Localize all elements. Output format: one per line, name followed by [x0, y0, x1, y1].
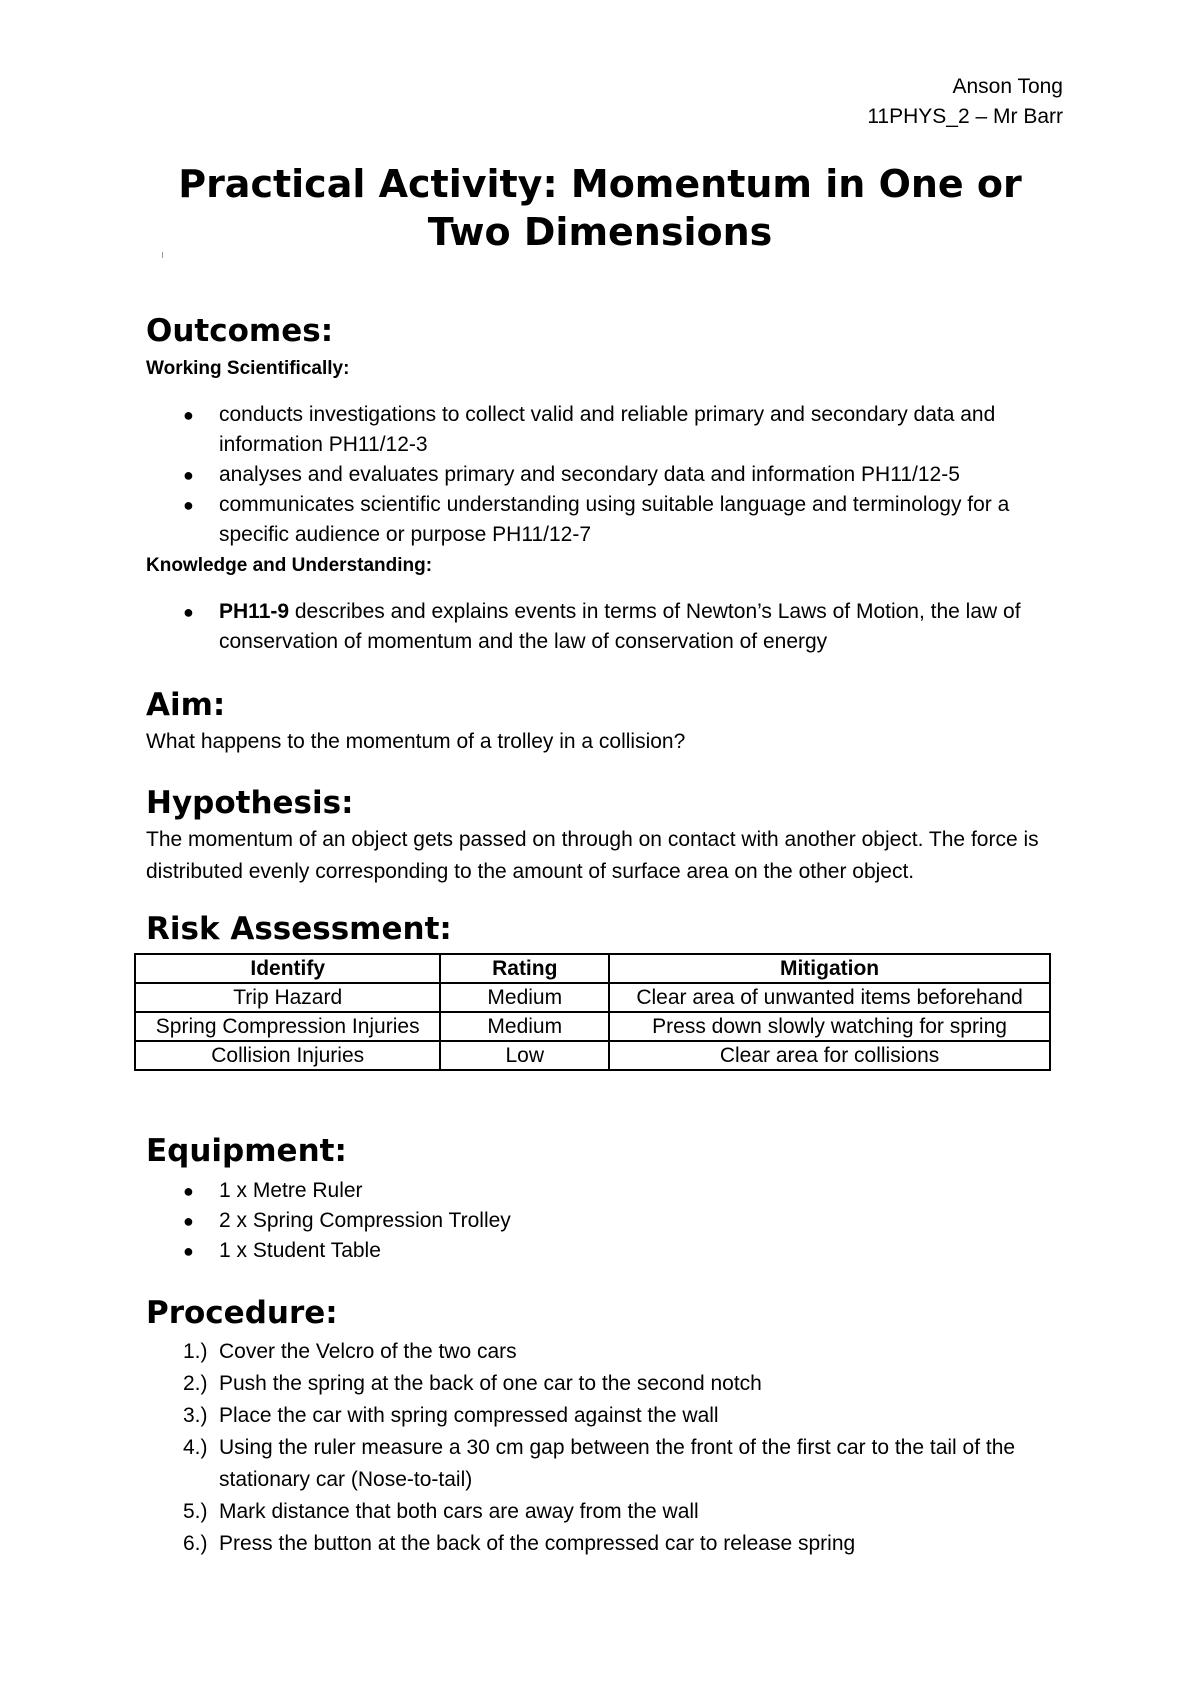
title-line-1: Practical Activity: Momentum in One or	[178, 162, 1022, 206]
list-item: ● 2 x Spring Compression Trolley	[146, 1206, 1076, 1236]
equipment-heading: Equipment:	[146, 1133, 347, 1169]
table-cell: Press down slowly watching for spring	[609, 1012, 1050, 1041]
table-row	[135, 983, 1050, 1012]
list-item: ● analyses and evaluates primary and secondary data and information PH11/12-5	[146, 460, 1076, 490]
procedure-step: 3.) Place the car with spring compressed against the wall	[146, 1400, 1076, 1432]
bullet-icon: ●	[183, 1241, 194, 1261]
table-header-row	[135, 954, 1050, 983]
procedure-step: 4.) Using the ruler measure a 30 cm gap between the front of the first car to the tail of the stationary car (Nose-to-tail)	[146, 1432, 1076, 1496]
table-cell: Clear area for collisions	[609, 1041, 1050, 1070]
table-row	[135, 1041, 1050, 1070]
bullet-icon: ●	[183, 405, 194, 425]
hypothesis-heading: Hypothesis:	[146, 785, 354, 821]
outcome-code: PH11-9	[219, 600, 290, 623]
stray-mark	[162, 252, 163, 258]
procedure-heading: Procedure:	[146, 1295, 338, 1331]
outcomes-heading: Outcomes:	[146, 313, 334, 349]
bullet-icon: ●	[183, 495, 194, 515]
column-header: Identify	[135, 954, 440, 983]
page-title	[90, 160, 1110, 256]
list-item: ● 1 x Metre Ruler	[146, 1176, 1076, 1206]
column-header: Mitigation	[609, 954, 1050, 983]
list-item: ● conducts investigations to collect valid and reliable primary and secondary data and information PH11/12-3	[146, 400, 1076, 460]
bullet-icon: ●	[183, 1181, 194, 1201]
risk-table	[134, 953, 1051, 1071]
table-cell: Clear area of unwanted items beforehand	[609, 983, 1050, 1012]
list-item: ● communicates scientific understanding using suitable language and terminology for a specific audience or purpose PH11/12-7	[146, 490, 1076, 550]
working-scientifically-list	[146, 400, 1076, 550]
title-line-2: Two Dimensions	[427, 210, 773, 254]
table-cell: Low	[440, 1041, 609, 1070]
class-info: 11PHYS_2 – Mr Barr	[867, 105, 1063, 128]
procedure-step: 5.) Mark distance that both cars are away from the wall	[146, 1496, 1076, 1528]
risk-heading: Risk Assessment:	[146, 911, 452, 947]
table-cell: Trip Hazard	[135, 983, 440, 1012]
table-cell: Medium	[440, 983, 609, 1012]
table-cell: Medium	[440, 1012, 609, 1041]
bullet-icon: ●	[183, 602, 194, 622]
procedure-step: 1.) Cover the Velcro of the two cars	[146, 1336, 1076, 1368]
procedure-step: 6.) Press the button at the back of the compressed car to release spring	[146, 1528, 1076, 1560]
equipment-list	[146, 1176, 1076, 1266]
working-scientifically-heading: Working Scientifically:	[146, 358, 350, 379]
aim-heading: Aim:	[146, 687, 226, 723]
knowledge-list	[146, 597, 1076, 657]
bullet-icon: ●	[183, 1211, 194, 1231]
list-item: ● 1 x Student Table	[146, 1236, 1076, 1266]
step-number: 6.)	[183, 1532, 208, 1555]
knowledge-heading: Knowledge and Understanding:	[146, 555, 433, 576]
aim-text: What happens to the momentum of a trolley in a collision?	[146, 730, 686, 753]
column-header: Rating	[440, 954, 609, 983]
step-number: 3.)	[183, 1404, 208, 1427]
hypothesis-text: The momentum of an object gets passed on through on contact with another object. The force is distributed evenly corresponding to the amount of surface area on the other object.	[146, 828, 1039, 883]
list-item: ● PH11-9 describes and explains events in terms of Newton’s Laws of Motion, the law of conservation of momentum and the law of conservation of energy	[146, 597, 1076, 657]
procedure-step: 2.) Push the spring at the back of one car to the second notch	[146, 1368, 1076, 1400]
table-row	[135, 1012, 1050, 1041]
bullet-icon: ●	[183, 465, 194, 485]
procedure-list	[146, 1336, 1076, 1560]
step-number: 4.)	[183, 1436, 208, 1459]
step-number: 5.)	[183, 1500, 208, 1523]
table-cell: Spring Compression Injuries	[135, 1012, 440, 1041]
table-cell: Collision Injuries	[135, 1041, 440, 1070]
step-number: 2.)	[183, 1372, 208, 1395]
author-block	[867, 72, 1063, 132]
step-number: 1.)	[183, 1340, 208, 1363]
author-name: Anson Tong	[952, 75, 1063, 98]
